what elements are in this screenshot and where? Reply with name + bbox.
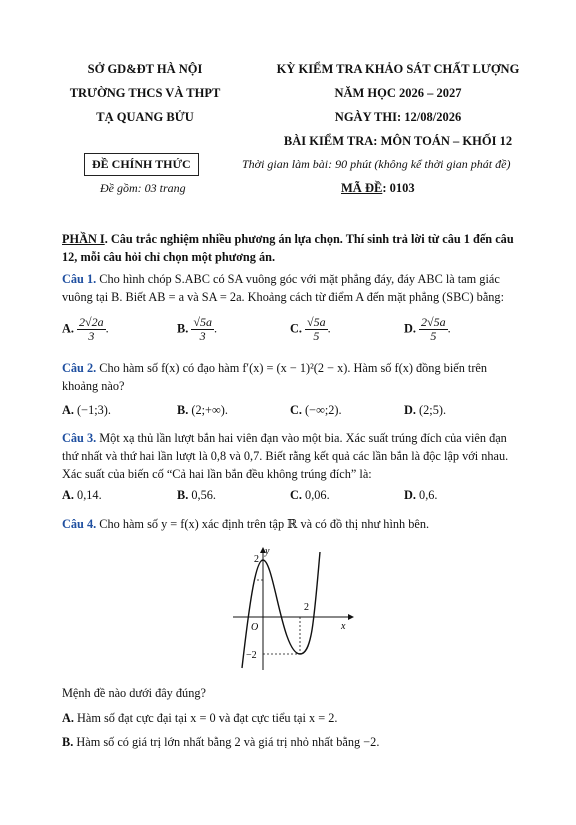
q2-line2: khoảng nào? [62,379,125,393]
q3-option-b[interactable] [177,488,216,503]
q1-c-num: √5a [307,315,326,329]
q2-option-c[interactable] [290,403,342,418]
q1-d-num: 2√5a [421,315,446,329]
q2-c-label: C. [290,403,302,417]
y-min-label: −2 [246,650,257,661]
q1-option-d[interactable]: D. $\frac{2√5a}{5}$ . [404,315,451,343]
exam-title: KỲ KIỂM TRA KHẢO SÁT CHẤT LƯỢNG [276,62,520,76]
function-graph [228,540,358,675]
q3-line2: thứ nhất và thứ hai lần lượt là 0,8 và 0,7. Biết rằng kết quả các lần bắn là độc lập với nhau. [62,449,509,463]
part1-intro-text: . Câu trắc nghiệm nhiều phương án lựa chọn. Thí sinh trả lời từ câu 1 đến câu [104,232,514,246]
q1-option-c[interactable]: C. $\frac{√5a}{5}$ . [290,315,331,343]
q1-b-num: √5a [193,315,212,329]
q2-option-d[interactable] [404,403,446,418]
q1-a-den: 3 [88,329,95,343]
q3-line3: Xác suất của biến cố “Cả hai lần bắn đều không trúng đích” là: [62,467,372,481]
q4-text1: Cho hàm số y = f(x) xác định trên tập ℝ và có đồ thị như hình bên. [96,517,430,531]
part1-title: PHẦN I [62,232,105,246]
q1-option-b[interactable]: B. $\frac{√5a}{3}$ . [177,315,218,343]
q4-a-text: Hàm số đạt cực đại tại x = 0 và đạt cực tiểu tại x = 2. [73,711,338,725]
y-max-label: 2 [254,554,259,565]
q1-text1: Cho hình chóp S.ABC có SA vuông góc với mặt phẳng đáy, đáy ABC là tam giác [96,272,500,286]
q3-label: Câu 3. [62,431,97,445]
q2-label: Câu 2. [62,361,97,375]
exam-code [341,181,415,196]
q2-option-a[interactable] [62,403,111,418]
q4-line1 [62,515,429,533]
q2-a-label: A. [62,403,74,417]
q1-c-label: C. [290,321,302,336]
x-tick-label: 2 [304,602,309,613]
q2-d-label: D. [404,403,416,417]
time-note: Thời gian làm bài: 90 phút (không kể thời gian phát đề) [242,157,511,171]
q1-c-den: 5 [313,329,320,343]
school-name-line1: TRƯỜNG THCS VÀ THPT [69,86,221,100]
dept-name: SỞ GD&ĐT HÀ NỘI [87,62,203,76]
q4-option-b[interactable] [62,733,379,751]
exam-code-label: MÃ ĐỀ [341,181,383,195]
q3-b-text: 0,56. [191,488,216,502]
q3-a-text: 0,14. [77,488,102,502]
q4-option-a[interactable] [62,709,337,727]
exam-date: NGÀY THI: 12/08/2026 [334,110,462,124]
q3-c-text: 0,06. [305,488,330,502]
q1-a-num: 2√2a [79,315,104,329]
school-name-line2: TẠ QUANG BỬU [96,110,194,124]
q3-line1 [62,429,507,447]
q2-d-text: (2;5). [419,403,447,417]
official-exam-badge: ĐỀ CHÍNH THỨC [84,153,199,176]
q1-b-den: 3 [199,329,206,343]
q4-b-label: B. [62,735,74,749]
q1-a-label: A. [62,321,74,336]
q1-line1 [62,270,500,288]
pages-note: Đề gồm: 03 trang [100,181,186,195]
origin-label: O [251,622,259,633]
q3-option-d[interactable] [404,488,438,503]
q1-line2: vuông tại B. Biết AB = a và SA = 2a. Khoảng cách từ điểm A đến mặt phẳng (SBC) bằng: [62,290,504,304]
x-axis-label: x [341,621,346,632]
q4-question: Mệnh đề nào dưới đây đúng? [62,686,206,700]
q4-a-label: A. [62,711,74,725]
q1-d-label: D. [404,321,416,336]
q1-d-den: 5 [430,329,437,343]
exam-subject: BÀI KIỂM TRA: MÔN TOÁN – KHỐI 12 [283,134,513,148]
q3-option-a[interactable] [62,488,102,503]
q2-c-text: (−∞;2). [305,403,342,417]
q3-option-c[interactable] [290,488,330,503]
q3-text1: Một xạ thủ lần lượt bắn hai viên đạn vào một bia. Xác suất trúng đích của viên đạn [96,431,507,445]
q1-label: Câu 1. [62,272,97,286]
q1-option-a[interactable]: A. $\frac{2√2a}{3}$ . [62,315,109,343]
q3-b-label: B. [177,488,189,502]
q2-text1: Cho hàm số f(x) có đạo hàm f′(x) = (x − 1)²(2 − x). Hàm số f(x) đồng biến trên [96,361,488,375]
q3-c-label: C. [290,488,302,502]
q2-option-b[interactable] [177,403,228,418]
exam-code-value: : 0103 [382,181,415,195]
school-year: NĂM HỌC 2026 – 2027 [334,86,462,100]
q2-a-text: (−1;3). [77,403,111,417]
q3-d-text: 0,6. [419,488,438,502]
q3-a-label: A. [62,488,74,502]
y-axis-label: y [265,546,270,557]
q3-d-label: D. [404,488,416,502]
q2-b-text: (2;+∞). [191,403,228,417]
q2-b-label: B. [177,403,189,417]
part1-intro-line1 [62,230,514,248]
q4-label: Câu 4. [62,517,97,531]
part1-intro-line2: 12, mỗi câu hỏi chỉ chọn một phương án. [62,250,276,264]
q4-b-text: Hàm số có giá trị lớn nhất bằng 2 và giá trị nhỏ nhất bằng −2. [73,735,380,749]
q1-b-label: B. [177,321,189,336]
q2-line1 [62,359,487,377]
